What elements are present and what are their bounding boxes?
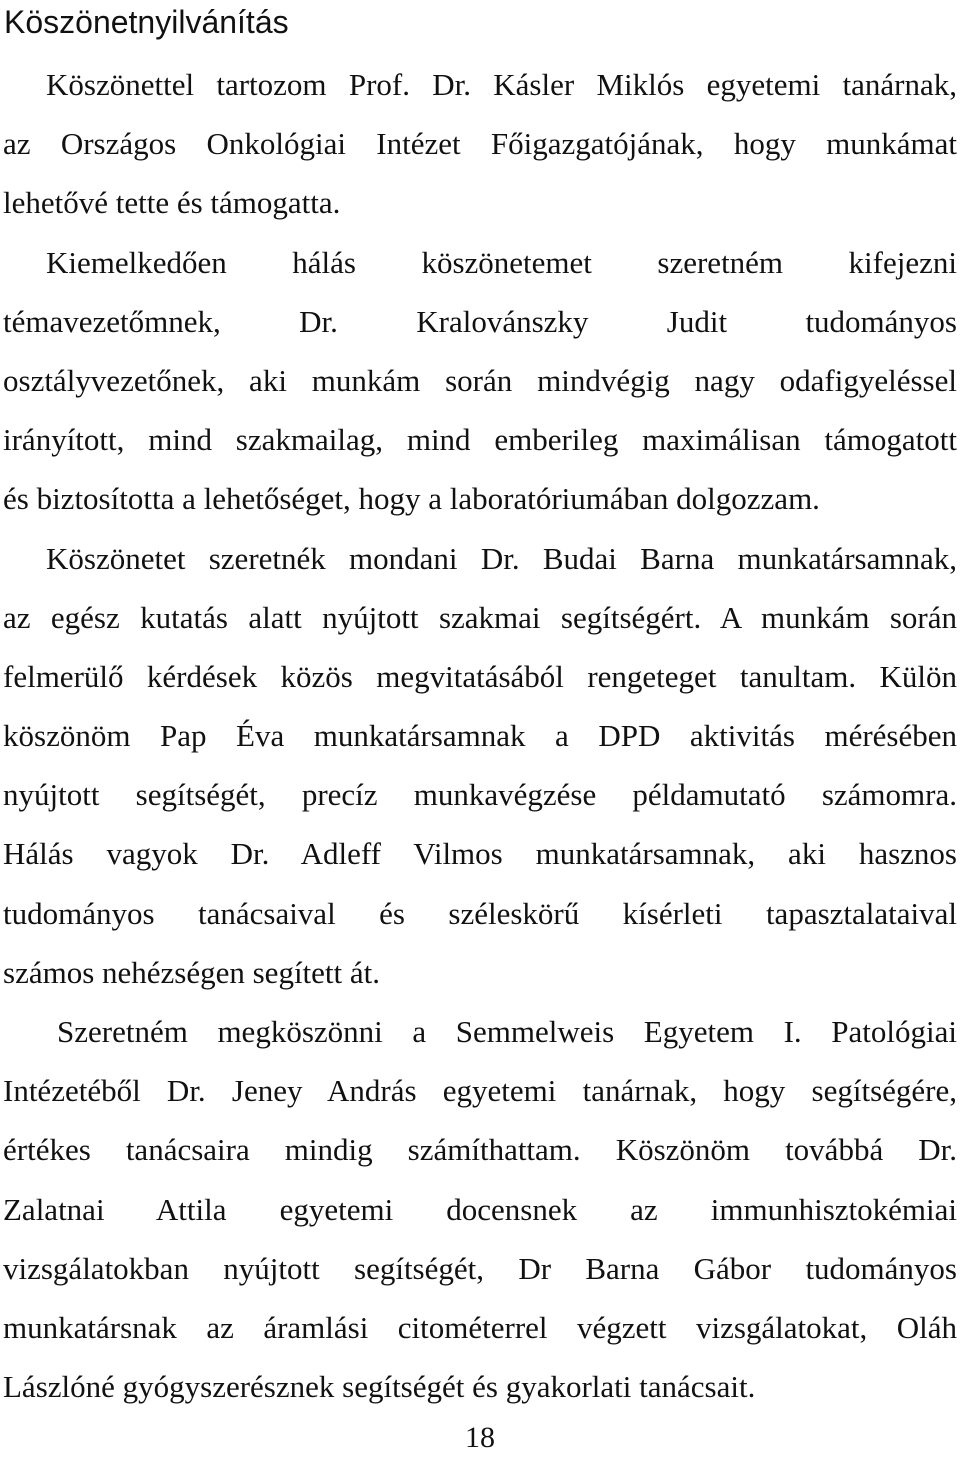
paragraph xyxy=(3,1002,957,1416)
paragraph-line: számos nehézségen segített át. xyxy=(3,954,381,990)
paragraph-line: értékes tanácsaira mindig számíthattam. Köszönöm továbbá Dr. xyxy=(3,1132,957,1168)
paragraph-line: Köszönetet szeretnék mondani Dr. Budai Barna munkatársamnak, xyxy=(46,540,957,576)
paragraph-line: irányított, mind szakmailag, mind emberileg maximálisan támogatott xyxy=(3,422,957,458)
paragraph-line: Kiemelkedően hálás köszönetemet szeretném kifejezni xyxy=(46,244,957,280)
paragraph-line: nyújtott segítségét, precíz munkavégzése példamutató számomra. xyxy=(3,777,957,813)
paragraph-line: Zalatnai Attila egyetemi docensnek az immunhisztokémiai xyxy=(3,1191,957,1227)
page-number: 18 xyxy=(465,1421,495,1454)
paragraph-line: Köszönettel tartozom Prof. Dr. Kásler Miklós egyetemi tanárnak, xyxy=(46,67,957,102)
paragraph-line: Hálás vagyok Dr. Adleff Vilmos munkatársamnak, aki hasznos xyxy=(3,836,957,872)
paragraph-line: felmerülő kérdések közös megvitatásából rengeteget tanultam. Külön xyxy=(3,658,957,694)
paragraph-line: osztályvezetőnek, aki munkám során mindvégig nagy odafigyeléssel xyxy=(3,362,957,398)
page-title: Köszönetnyilvánítás xyxy=(4,4,289,40)
paragraph xyxy=(3,233,957,529)
paragraph-line: munkatársnak az áramlási citométerrel végzett vizsgálatokat, Oláh xyxy=(3,1309,957,1345)
paragraph-line: témavezetőmnek, Dr. Kralovánszky Judit tudományos xyxy=(3,303,957,339)
paragraph-line: tudományos tanácsaival és széleskörű kísérleti tapasztalataival xyxy=(3,895,957,931)
paragraph-line: köszönöm Pap Éva munkatársamnak a DPD aktivitás mérésében xyxy=(3,718,957,754)
paragraph-line: vizsgálatokban nyújtott segítségét, Dr Barna Gábor tudományos xyxy=(3,1250,957,1286)
paragraph-line: Lászlóné gyógyszerésznek segítségét és gyakorlati tanácsait. xyxy=(3,1369,756,1405)
paragraph-line: és biztosította a lehetőséget, hogy a laboratóriumában dolgozzam. xyxy=(3,481,820,517)
paragraph-line: Szeretném megköszönni a Semmelweis Egyetem I. Patológiai xyxy=(57,1014,957,1049)
paragraph xyxy=(3,55,957,233)
body-text xyxy=(3,55,957,1416)
paragraph-line: lehetővé tette és támogatta. xyxy=(3,185,341,221)
paragraph-line: Intézetéből Dr. Jeney András egyetemi tanárnak, hogy segítségére, xyxy=(3,1073,957,1109)
paragraph xyxy=(3,529,957,1003)
paragraph-line: az Országos Onkológiai Intézet Főigazgatójának, hogy munkámat xyxy=(3,126,957,162)
paragraph-line: az egész kutatás alatt nyújtott szakmai segítségért. A munkám során xyxy=(3,599,957,635)
